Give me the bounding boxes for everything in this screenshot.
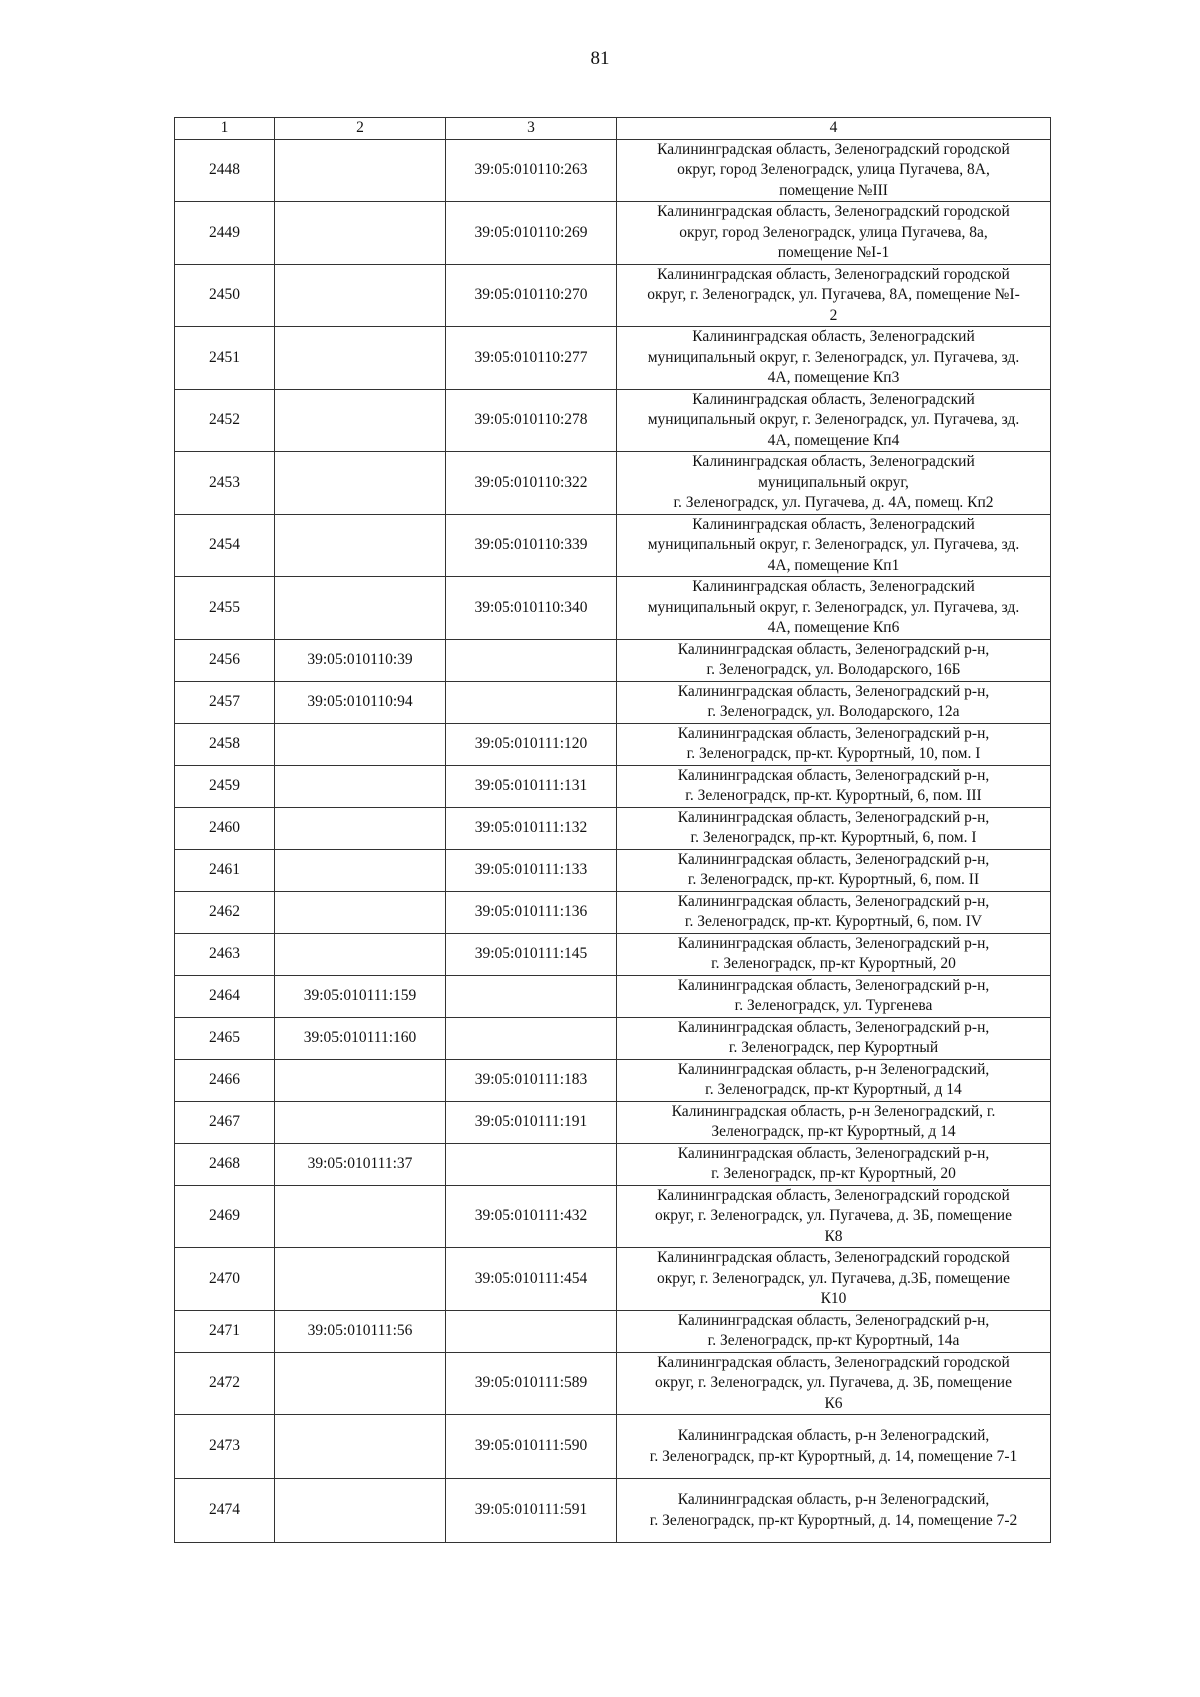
address-cell [617,723,1051,765]
table-row [175,681,1051,723]
cadastral-col2-cell: 39:05:010111:56 [275,1310,446,1352]
row-number-cell: 2466 [175,1059,275,1101]
row-number-cell: 2462 [175,891,275,933]
cadastral-col2-cell [275,933,446,975]
address-line: Калининградская область, Зеленоградский [692,390,975,408]
address-cell [617,1059,1051,1101]
address-line: Зеленоградск, пр-кт Курортный, д 14 [711,1123,956,1140]
cadastral-col2-cell [275,1352,446,1415]
cadastral-col3-cell [446,1310,617,1352]
row-number-cell: 2464 [175,975,275,1017]
address-cell [617,452,1051,515]
table-row [175,1101,1051,1143]
address-line: Калининградская область, Зеленоградский городской [657,140,1010,158]
address-line: Калининградская область, Зеленоградский р-н, [677,724,990,742]
address-line: г. Зеленоградск, пр-кт. Курортный, 6, пом. III [685,787,982,804]
cadastral-col2-cell [275,1059,446,1101]
cadastral-col2-cell [275,765,446,807]
cadastral-col3-cell: 39:05:010111:191 [446,1101,617,1143]
cadastral-col2-cell [275,452,446,515]
cadastral-col2-cell: 39:05:010111:37 [275,1143,446,1185]
address-line: К8 [824,1227,843,1245]
address-cell [617,1185,1051,1248]
cadastral-col2-cell [275,139,446,202]
address-line: 4А, помещение Кп6 [767,619,900,636]
address-line: муниципальный округ, г. Зеленоградск, ул. Пугачева, зд. [647,411,1020,428]
cadastral-col3-cell [446,975,617,1017]
cadastral-col3-cell [446,681,617,723]
cadastral-col3-cell [446,1143,617,1185]
address-line: Калининградская область, Зеленоградский р-н, [677,1144,990,1162]
cadastral-col3-cell: 39:05:010111:591 [446,1479,617,1543]
address-line: г. Зеленоградск, пр-кт. Курортный, 6, пом. I [690,829,977,846]
address-cell [617,639,1051,681]
row-number-cell: 2461 [175,849,275,891]
address-cell [617,933,1051,975]
address-line: г. Зеленоградск, пр-кт Курортный, 20 [711,955,956,972]
table-row [175,1248,1051,1311]
address-cell [617,1479,1051,1543]
cadastral-col3-cell: 39:05:010110:278 [446,389,617,452]
address-line: Калининградская область, Зеленоградский р-н, [677,976,990,994]
address-cell [617,327,1051,390]
row-number-cell: 2465 [175,1017,275,1059]
address-cell [617,681,1051,723]
address-line: Калининградская область, Зеленоградский р-н, [677,766,990,784]
cadastral-col2-cell: 39:05:010110:39 [275,639,446,681]
cadastral-col3-cell: 39:05:010111:136 [446,891,617,933]
cadastral-col2-cell [275,389,446,452]
table-row [175,1017,1051,1059]
cadastral-col2-cell [275,577,446,640]
table-row [175,723,1051,765]
cadastral-col3-cell: 39:05:010110:322 [446,452,617,515]
cadastral-col2-cell [275,1479,446,1543]
row-number-cell: 2472 [175,1352,275,1415]
cadastral-col3-cell: 39:05:010111:120 [446,723,617,765]
address-line: округ, г. Зеленоградск, ул. Пугачева, д.3Б, помещение [656,1269,1011,1287]
table-row [175,139,1051,202]
cadastral-col3-cell: 39:05:010111:133 [446,849,617,891]
address-line: г. Зеленоградск, пер Курортный [728,1039,939,1056]
header-col-4: 4 [617,118,1051,140]
cadastral-col2-cell: 39:05:010111:159 [275,975,446,1017]
address-line: К6 [824,1394,843,1412]
cadastral-col3-cell: 39:05:010111:131 [446,765,617,807]
row-number-cell: 2468 [175,1143,275,1185]
address-cell [617,1143,1051,1185]
address-line: г. Зеленоградск, ул. Володарского, 12а [707,703,960,720]
cadastral-col2-cell [275,891,446,933]
address-line: Калининградская область, Зеленоградский р-н, [677,1018,990,1036]
cadastral-col3-cell [446,1017,617,1059]
page-number: 81 [590,48,610,69]
cadastral-col2-cell [275,1248,446,1311]
cadastral-col2-cell [275,1185,446,1248]
cadastral-col3-cell: 39:05:010111:183 [446,1059,617,1101]
address-line: Калининградская область, Зеленоградский р-н, [677,850,990,868]
address-line: Калининградская область, Зеленоградский [692,328,975,345]
address-line: г. Зеленоградск, ул. Пугачева, д. 4А, помещ. Кп2 [673,494,994,511]
address-line: Калининградская область, Зеленоградский городской [657,265,1010,283]
cadastral-col2-cell [275,1101,446,1143]
address-line: г. Зеленоградск, пр-кт. Курортный, 10, пом. I [686,745,981,762]
header-col-3: 3 [446,118,617,140]
address-cell [617,577,1051,640]
row-number-cell: 2448 [175,139,275,202]
row-number-cell: 2470 [175,1248,275,1311]
row-number-cell: 2471 [175,1310,275,1352]
cadastral-col3-cell: 39:05:010110:339 [446,514,617,577]
table-row [175,514,1051,577]
address-line: Калининградская область, Зеленоградский р-н, [677,1311,990,1329]
address-line: округ, г. Зеленоградск, ул. Пугачева, д. 3Б, помещение [655,1374,1012,1391]
table-row [175,933,1051,975]
address-line: помещение №I-1 [777,244,890,261]
address-line: К10 [820,1290,847,1307]
cadastral-col3-cell: 39:05:010110:277 [446,327,617,390]
address-cell [617,975,1051,1017]
cadastral-col3-cell: 39:05:010110:340 [446,577,617,640]
address-line: округ, город Зеленоградск, улица Пугачева, 8а, [679,223,988,241]
cadastral-col2-cell [275,514,446,577]
cadastral-col2-cell: 39:05:010111:160 [275,1017,446,1059]
cadastral-col3-cell: 39:05:010111:590 [446,1415,617,1479]
address-line: муниципальный округ, г. Зеленоградск, ул. Пугачева, зд. [647,348,1020,366]
address-cell [617,389,1051,452]
address-line: муниципальный округ, г. Зеленоградск, ул. Пугачева, зд. [647,598,1020,616]
table-row [175,975,1051,1017]
row-number-cell: 2467 [175,1101,275,1143]
address-cell [617,1352,1051,1415]
table-row [175,849,1051,891]
address-cell [617,849,1051,891]
address-cell [617,1415,1051,1479]
address-line: Калининградская область, Зеленоградский [692,453,975,470]
address-line: Калининградская область, р-н Зеленоградский, г. [671,1102,996,1120]
cadastral-col2-cell [275,264,446,327]
row-number-cell: 2453 [175,452,275,515]
address-cell [617,1017,1051,1059]
table-row [175,202,1051,265]
address-cell [617,1310,1051,1352]
address-line: г. Зеленоградск, ул. Тургенева [734,997,933,1014]
header-col-2: 2 [275,118,446,140]
row-number-cell: 2460 [175,807,275,849]
cadastral-col2-cell [275,723,446,765]
address-line: муниципальный округ, [758,473,909,491]
cadastral-col2-cell: 39:05:010110:94 [275,681,446,723]
address-line: Калининградская область, р-н Зеленоградский, [677,1491,990,1508]
address-line: 4А, помещение Кп1 [767,556,900,574]
row-number-cell: 2463 [175,933,275,975]
cadastral-col3-cell: 39:05:010111:432 [446,1185,617,1248]
address-line: округ, г. Зеленоградск, ул. Пугачева, д. 3Б, помещение [655,1207,1012,1224]
registry-table [174,117,1051,1543]
cadastral-col3-cell: 39:05:010111:589 [446,1352,617,1415]
address-line: Калининградская область, р-н Зеленоградский, [677,1060,990,1078]
address-cell [617,202,1051,265]
row-number-cell: 2473 [175,1415,275,1479]
row-number-cell: 2451 [175,327,275,390]
address-line: г. Зеленоградск, пр-кт Курортный, д. 14, помещение 7-1 [649,1447,1018,1465]
table-row [175,1143,1051,1185]
cadastral-col2-cell [275,849,446,891]
address-cell [617,807,1051,849]
address-line: 2 [829,306,838,324]
address-line: г. Зеленоградск, пр-кт. Курортный, 6, пом. IV [684,913,983,930]
address-line: Калининградская область, Зеленоградский городской [657,1186,1010,1204]
row-number-cell: 2457 [175,681,275,723]
cadastral-col3-cell: 39:05:010110:263 [446,139,617,202]
table-row [175,327,1051,390]
cadastral-col2-cell [275,807,446,849]
row-number-cell: 2456 [175,639,275,681]
row-number-cell: 2474 [175,1479,275,1543]
address-line: Калининградская область, Зеленоградский р-н, [677,892,990,910]
address-cell [617,765,1051,807]
table-row [175,452,1051,515]
header-row [175,118,1051,140]
table-row [175,765,1051,807]
address-line: 4А, помещение Кп3 [767,369,900,386]
address-line: округ, г. Зеленоградск, ул. Пугачева, 8А, помещение №I- [647,286,1020,303]
cadastral-col3-cell: 39:05:010110:269 [446,202,617,265]
address-cell [617,139,1051,202]
address-cell [617,1101,1051,1143]
row-number-cell: 2455 [175,577,275,640]
cadastral-col2-cell [275,327,446,390]
cadastral-col3-cell [446,639,617,681]
address-line: помещение №III [779,181,888,199]
table-row [175,389,1051,452]
address-line: Калининградская область, Зеленоградский р-н, [677,934,990,952]
address-line: округ, город Зеленоградск, улица Пугачева, 8А, [677,161,990,178]
table-row [175,1352,1051,1415]
address-line: 4А, помещение Кп4 [767,431,900,449]
table-row [175,577,1051,640]
address-line: Калининградская область, Зеленоградский [692,515,975,533]
address-cell [617,514,1051,577]
table-row [175,1479,1051,1543]
address-line: Калининградская область, Зеленоградский [692,578,975,595]
address-cell [617,891,1051,933]
table-row [175,891,1051,933]
row-number-cell: 2454 [175,514,275,577]
table-row [175,264,1051,327]
address-line: г. Зеленоградск, пр-кт Курортный, д 14 [705,1081,962,1098]
address-line: г. Зеленоградск, пр-кт. Курортный, 6, пом. II [687,871,980,888]
address-line: Калининградская область, Зеленоградский городской [657,1353,1010,1371]
row-number-cell: 2459 [175,765,275,807]
address-line: Калининградская область, Зеленоградский городской [657,1249,1010,1266]
table-header [175,118,1051,140]
table-row [175,1415,1051,1479]
table-body [175,139,1051,1543]
address-line: Калининградская область, Зеленоградский р-н, [677,682,990,700]
address-line: г. Зеленоградск, пр-кт Курортный, 14а [707,1332,960,1349]
cadastral-col3-cell: 39:05:010111:145 [446,933,617,975]
table-row [175,1310,1051,1352]
row-number-cell: 2452 [175,389,275,452]
table-row [175,639,1051,681]
table-row [175,1185,1051,1248]
cadastral-col3-cell: 39:05:010110:270 [446,264,617,327]
address-line: г. Зеленоградск, пр-кт Курортный, д. 14, помещение 7-2 [649,1511,1018,1529]
cadastral-col3-cell: 39:05:010111:454 [446,1248,617,1311]
cadastral-col2-cell [275,1415,446,1479]
row-number-cell: 2458 [175,723,275,765]
address-line: Калининградская область, Зеленоградский р-н, [677,640,990,658]
header-col-1: 1 [175,118,275,140]
row-number-cell: 2469 [175,1185,275,1248]
address-line: Калининградская область, Зеленоградский городской [657,203,1010,220]
cadastral-col2-cell [275,202,446,265]
table-row [175,1059,1051,1101]
row-number-cell: 2450 [175,264,275,327]
address-line: Калининградская область, Зеленоградский р-н, [677,808,990,826]
address-line: муниципальный округ, г. Зеленоградск, ул. Пугачева, зд. [647,536,1020,553]
address-cell [617,1248,1051,1311]
address-line: г. Зеленоградск, пр-кт Курортный, 20 [711,1165,956,1182]
address-line: Калининградская область, р-н Зеленоградский, [677,1427,990,1444]
table-row [175,807,1051,849]
address-line: г. Зеленоградск, ул. Володарского, 16Б [706,661,961,678]
cadastral-col3-cell: 39:05:010111:132 [446,807,617,849]
address-cell [617,264,1051,327]
row-number-cell: 2449 [175,202,275,265]
